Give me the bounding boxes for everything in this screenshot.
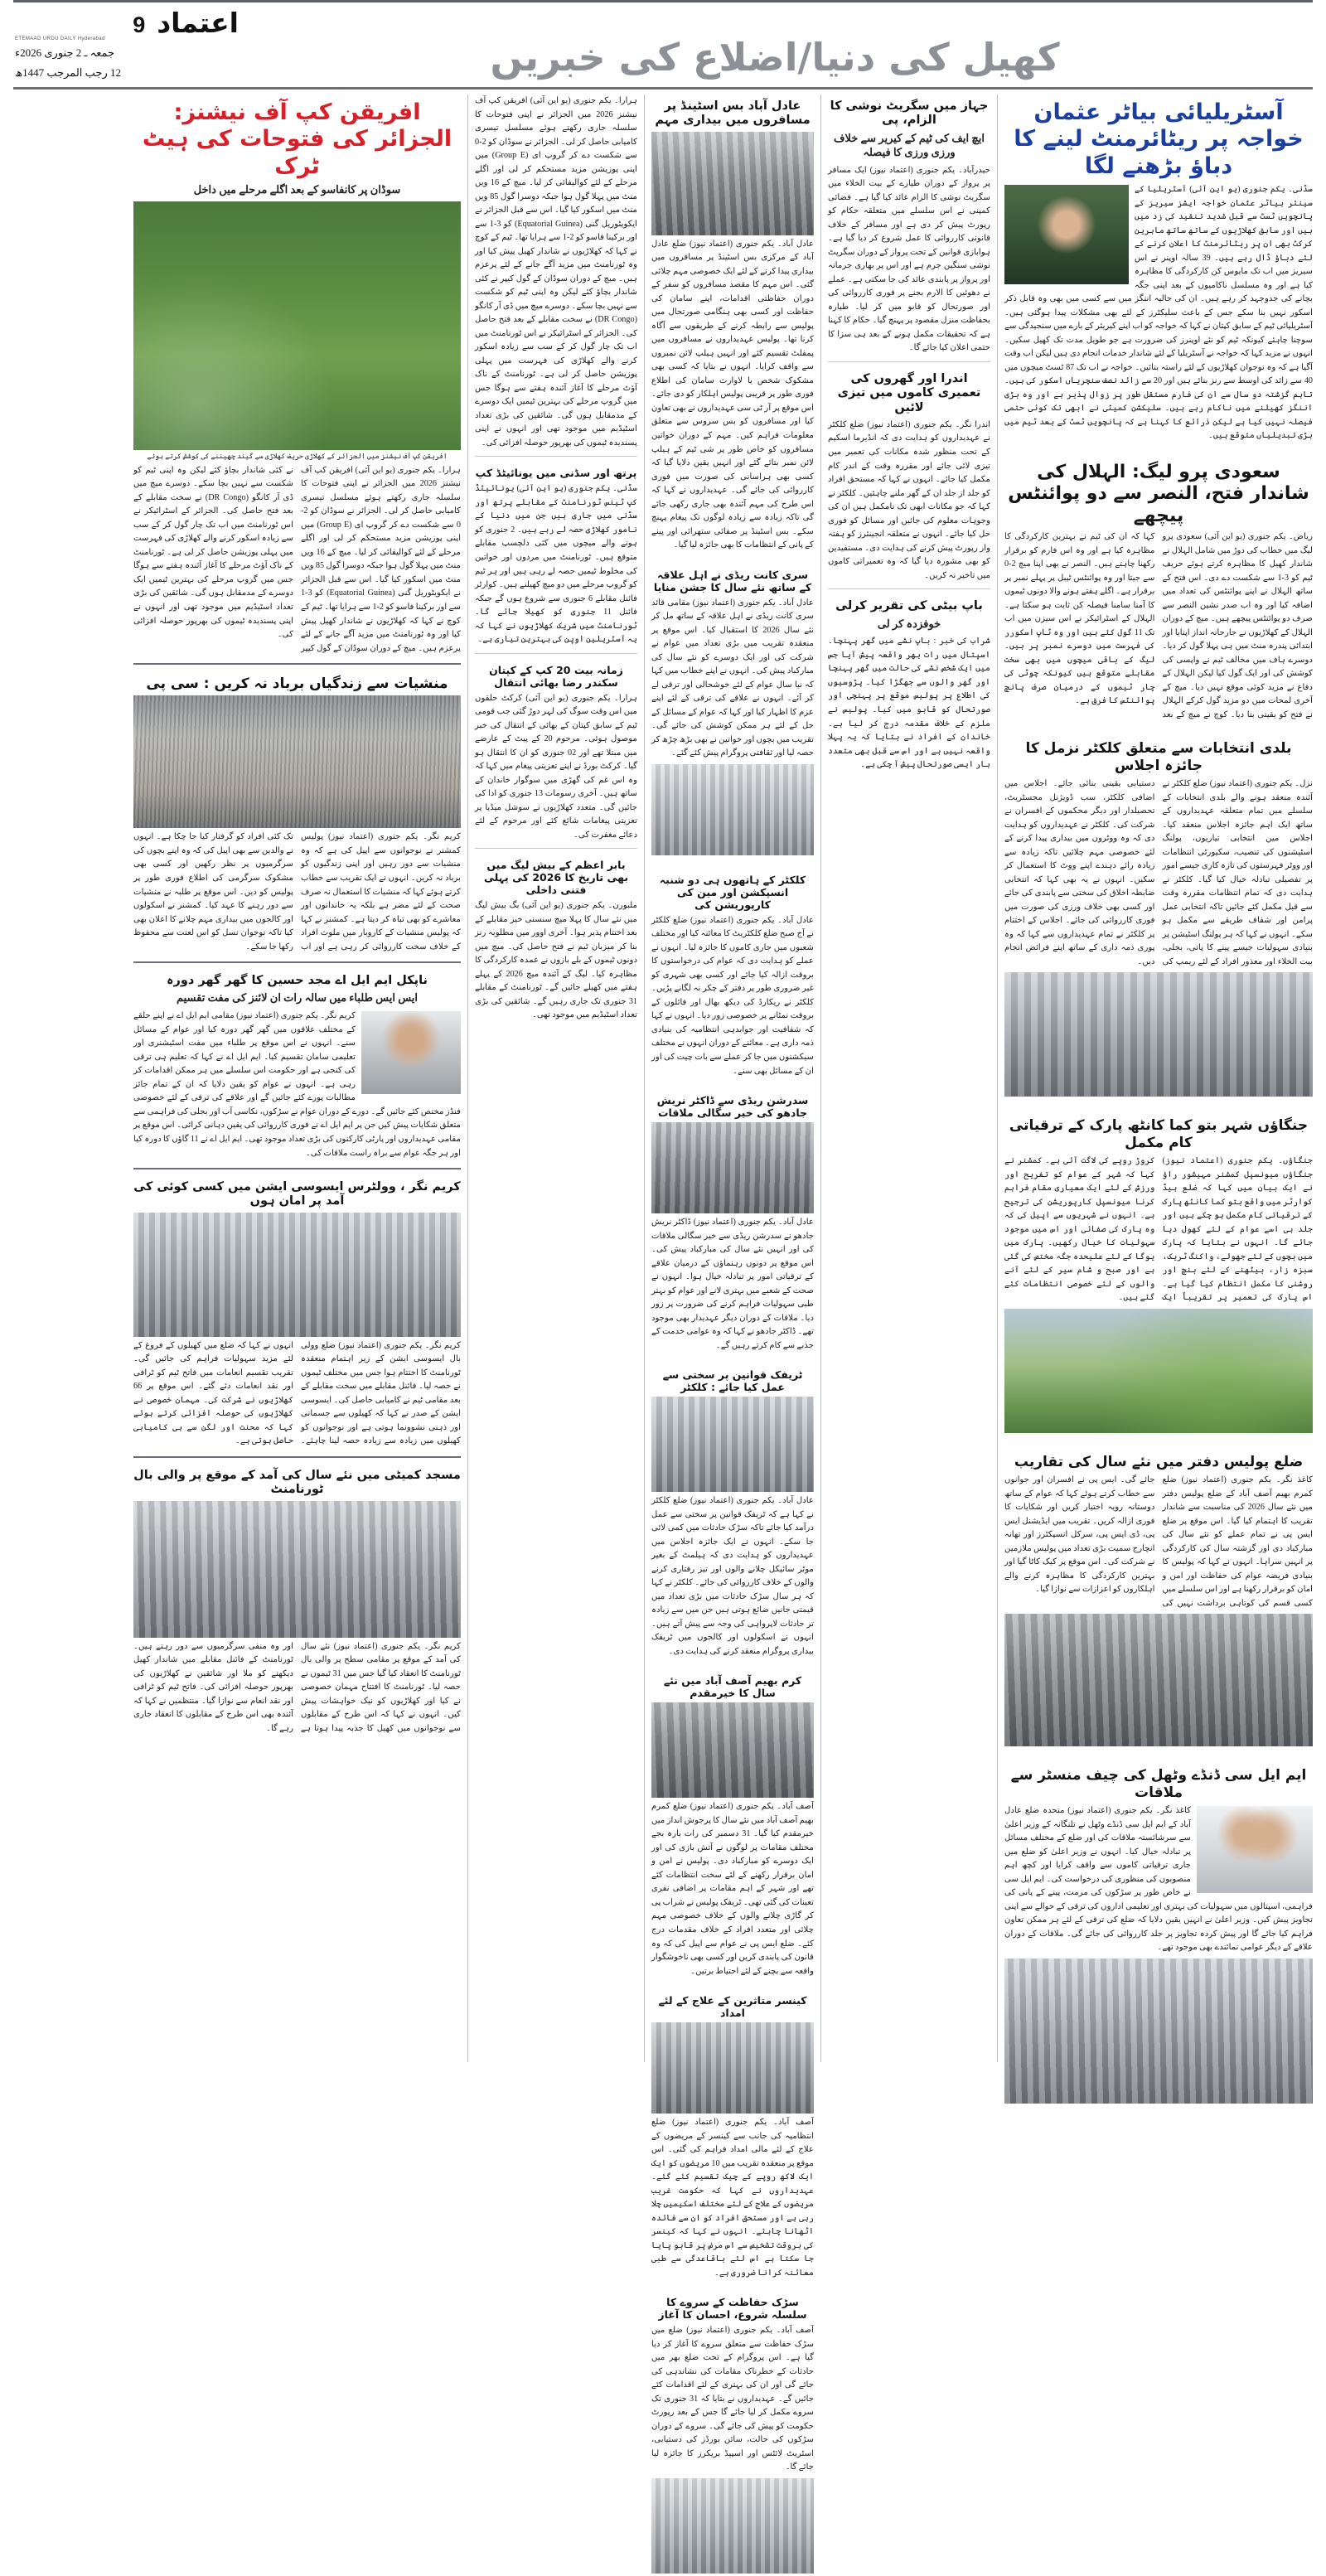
headline: باپ بیٹی کی تقریر کرلی (835, 599, 983, 613)
article-photo-municipal (1004, 972, 1313, 1097)
article-perth-sydney (475, 462, 637, 646)
article-photo-cancer (651, 2022, 814, 2114)
headline: افریقن کپ آف نیشنز: الجزائر کی فتوحات کی ہیٹ ٹرک (142, 99, 452, 179)
headline: اندرا اور گھروں کی تعمیری کاموں میں تیزی لائیں (837, 371, 981, 414)
article-afcon-continued (475, 94, 637, 450)
headline: سڑک حفاظت کے سروے کا سلسلہ شروع، احسان کا آغاز (658, 2296, 807, 2322)
article-body: کریم نگر۔ یکم جنوری (اعتماد نیوز) نئے سال کی آمد کے موقع پر مقامی سطح پر والی بال ٹورنامنٹ کا انعقاد کیا گیا جس میں 31 ٹیموں نے حصہ لیا۔ ٹورنامنٹ کا افتتاح مہمان خصوصی نے کیا اور کھلاڑیوں کو نیک خواہشات پیش کیں۔ انہوں نے کہا کہ اس طرح کے مقابلوں سے نوجوانوں میں کھیل کا جذبہ پیدا ہوتا ہے اور وہ منفی سرگرمیوں سے دور رہتے ہیں۔ ٹورنامنٹ کے فائنل مقابلے میں شاندار کھیل دیکھنے کو ملا اور شائقین نے کھلاڑیوں کی بھرپور حوصلہ افزائی کی۔ فاتح ٹیم کو ٹرافی اور نقد انعام سے نوازا گیا۔ منتظمین نے کہا کہ آئندہ بھی اس طرح کے مقابلوں کا انعقاد جاری رہے گا۔ (133, 1641, 461, 1733)
article-body: ہرارا۔ یکم جنوری (یو این آئی) افریقن کپ آف نیشنز 2026 میں الجزائر نے اپنی فتوحات کا سلسلہ جاری رکھتے ہوئے مسلسل تیسری کامیابی حاصل کر لی۔ الجزائر نے سوڈان کو 2-0 سے شکست دے کر گروپ ای (Group E) میں اپنی پوزیشن مزید مستحکم کر لی اور اگلے مرحلے کے لئے کوالیفائی کر لیا۔ میچ کے 16 ویں منٹ میں پہلا گول ہوا جبکہ دوسرا گول 85 ویں منٹ میں اسکور کیا گیا۔ اس سے قبل الجزائر نے ایکویٹوریل گنی (Equatorial Guinea) کو 3-1 سے اور برکینا فاسو کو 2-1 سے ہرایا تھا۔ ٹیم کے کوچ نے کہا کہ کھلاڑیوں نے شاندار کھیل پیش کیا اور وہ ٹورنامنٹ میں مزید آگے جانے کے لئے پرعزم ہیں۔ میچ کے دوران سوڈان کے گول کیپر نے کئی شاندار بچاؤ کئے لیکن وہ اپنی ٹیم کو شکست سے نہیں بچا سکے۔ دوسرے میچ میں ڈی آر کانگو (DR Congo) نے سخت مقابلے کے بعد فتح حاصل کی۔ الجزائر کے اسٹرائیکر نے اس ٹورنامنٹ میں اب تک چار گول کر کے سب سے زیادہ اسکور کرنے والے کھلاڑی کی فہرست میں پہلی پوزیشن حاصل کر لی ہے۔ ٹورنامنٹ کے ناک آؤٹ مرحلے کا آغاز آئندہ ہفتے سے ہوگا جس میں گروپ مرحلے کی بہترین ٹیمیں ایک دوسرے کے مدمقابل ہوں گی۔ شائقین کی بڑی تعداد اسٹیڈیم میں موجود تھی اور انہوں نے اپنی پسندیدہ ٹیموں کی بھرپور حوصلہ افزائی کی۔ (133, 465, 462, 653)
photo-caption: افریقن کپ آف نیشنز میں الجزائر کے کھلاڑی حریف کھلاڑی سے گیند چھیننے کی کوشش کرتے ہوئے (147, 453, 448, 461)
article-municipal-review (1004, 735, 1313, 1099)
article-photo-mlc-group (1004, 1959, 1313, 2104)
article-police-newyear (1004, 1449, 1313, 1750)
publication-name: اعتماد (157, 7, 239, 39)
article-photo-khawaja (1004, 185, 1129, 284)
article-afcon (133, 94, 461, 656)
headline: ناپکل ایم ایل اے مجد حسین کا گھر گھر دورہ (167, 974, 428, 988)
headline: کینسر متاثرین کے علاج کے لئے امداد (658, 1994, 807, 2020)
column-divider (644, 94, 645, 2062)
article-body: کاغذ نگر۔ یکم جنوری (اعتماد نیوز) ضلع کمرم بھیم آصف آباد کے ضلع پولیس دفتر میں نئے سال 2026 کی مناسبت سے شاندار تقریب کا اہتمام کیا گیا۔ اس موقع پر ضلع ایس پی نے تمام عملے کو نئے سال کی مبارکباد دی اور گزشتہ سال کی کارکردگی پر انہیں سراہا۔ انہوں نے کہا کہ پولیس کا بنیادی فریضہ عوام کی حفاظت اور امن و امان کو برقرار رکھنا ہے اور اس سلسلے میں کسی قسم کی کوتاہی برداشت نہیں کی جائے گی۔ ایس پی نے افسران اور جوانوں سے خطاب کرتے ہوئے کہا کہ عوام کے ساتھ دوستانہ رویہ اختیار کریں اور شکایات کا فوری ازالہ کریں۔ تقریب میں ایڈیشنل ایس پی، ڈی ایس پی، سرکل انسپکٹرز اور تھانہ انچارج سمیت بڑی تعداد میں پولیس ملازمین نے شرکت کی۔ اس موقع پر کیک کاٹا گیا اور بہترین کارکردگی کا مظاہرہ کرنے والے اہلکاروں کو اعزازات سے نوازا گیا۔ (1004, 1475, 1313, 1608)
article-volleyball (133, 1175, 461, 1449)
headline: سدرشن ریڈی سے ڈاکٹر نریش جادھو کی خیر سگالی ملاقات (656, 1094, 809, 1120)
headline: جہاز میں سگریٹ نوشی کا الزام، پی (830, 99, 989, 128)
article-photo-park (1004, 1309, 1313, 1433)
headline: پرتھ اور سڈنی میں یونائیٹڈ کپ (475, 467, 637, 480)
headline: سری کانت ریڈی نے اہل علاقہ کے ساتھ نئے سال کا جشن منایا (653, 568, 812, 593)
date-hijri: 12 رجب المرجب 1447ھ (15, 65, 121, 79)
article-traffic-rules (651, 1363, 814, 1658)
column-divider (467, 94, 468, 2062)
publication-subtitle: ETEMAAD URDU DAILY Hyderabad (15, 36, 105, 41)
article-cancer-patients (651, 1989, 814, 2280)
article-karam-asif (651, 1669, 814, 1978)
subheadline: ایس ایس طلباء میں سالہ رات ان لائنز کی مفت تقسیم (176, 991, 419, 1005)
article-body: سڈنی۔ یکم جنوری (یو این آئی) آسٹریلیا کے سینئر بیاٹر عثمان خواجہ ایشز سیریز کے پانچویں ٹسٹ سے قبل شدید تنقید کی زد میں ہیں اور سابق کھلاڑیوں کے ساتھ ساتھ ماہرین کرکٹ بھی ان پر ریٹائرمنٹ کا اعلان کرنے کے لئے دباؤ ڈال رہے ہیں۔ 39 سالہ اوپنر نے اس سیریز میں اب تک مایوس کن کارکردگی کا مظاہرہ کیا ہے اور وہ مسلسل ناکامیوں کے بعد اپنی جگہ بچانے کی جدوجہد کر رہے ہیں۔ ان کی حالیہ اننگز میں سے کسی میں بھی وہ قابل ذکر اسکور نہیں بنا سکے جس کے باعث سلیکٹرز کے لئے بھی مشکلات پیدا ہوگئی ہیں۔ آسٹریلیائی ٹیم کے سابق کپتان نے کہا کہ خواجہ کو اب اپنے کیریئر کے بارے میں سنجیدگی سے سوچنا چاہئے کیونکہ ٹیم کو نئے اوپنرز کی ضرورت ہے جو طویل مدت تک کھیل سکیں۔ انہوں نے مزید کہا کہ خواجہ نے آسٹریلیا کے لئے شاندار خدمات انجام دی ہیں لیکن اب وقت آگیا ہے کہ وہ نوجوان کھلاڑیوں کے لئے راستہ بنائیں۔ خواجہ نے اب تک 87 ٹسٹ میچوں میں 40 سے زائد کی اوسط سے رنز بنائے ہیں اور 20 سے زائد نصف سنچریاں اسکور کی ہیں۔ تاہم گزشتہ دو سال سے ان کی فارم مستقل طور پر زوال پذیر ہے اور وہ بڑی اننگز کھیلنے میں ناکام رہے ہیں۔ سلیکشن کمیٹی نے ابھی تک کوئی حتمی فیصلہ نہیں کیا ہے لیکن ذرائع کا کہنا ہے کہ پانچویں ٹسٹ کے بعد ٹیم میں بڑی تبدیلیاں متوقع ہیں۔ (1004, 185, 1313, 441)
article-photo-tournament (133, 1501, 461, 1638)
divider (475, 456, 637, 457)
headline: مسجد کمیٹی میں نئے سال کی آمد کے موقع پر والی بال ٹورنامنٹ (133, 1468, 461, 1497)
headline: کرم بھیم آصف آباد میں نئے سال کا خیرمقدم (663, 1674, 802, 1700)
article-father-drunk (828, 594, 990, 772)
article-body: ہرارا۔ یکم جنوری (یو این آئی) افریقن کپ آف نیشنز 2026 میں الجزائر نے اپنی فتوحات کا سلسلہ جاری رکھتے ہوئے مسلسل تیسری کامیابی حاصل کر لی۔ الجزائر نے سوڈان کو 2-0 سے شکست دے کر گروپ ای (Group E) میں اپنی پوزیشن مزید مستحکم کر لی اور اگلے مرحلے کے لئے کوالیفائی کر لیا۔ میچ کے 16 ویں منٹ میں پہلا گول ہوا جبکہ دوسرا گول 85 ویں منٹ میں اسکور کیا گیا۔ اس سے قبل الجزائر نے ایکویٹوریل گنی (Equatorial Guinea) کو 3-1 سے اور برکینا فاسو کو 2-1 سے ہرایا تھا۔ ٹیم کے کوچ نے کہا کہ کھلاڑیوں نے شاندار کھیل پیش کیا اور وہ ٹورنامنٹ میں مزید آگے جانے کے لئے پرعزم ہیں۔ میچ کے دوران سوڈان کے گول کیپر نے کئی شاندار بچاؤ کئے لیکن وہ اپنی ٹیم کو شکست سے نہیں بچا سکے۔ دوسرے میچ میں ڈی آر کانگو (DR Congo) نے سخت مقابلے کے بعد فتح حاصل کی۔ الجزائر کے اسٹرائیکر نے اس ٹورنامنٹ میں اب تک چار گول کر کے سب سے زیادہ اسکور کرنے والے کھلاڑی کی فہرست میں پہلی پوزیشن حاصل کر لی ہے۔ ٹورنامنٹ کے ناک آؤٹ مرحلے کا آغاز آئندہ ہفتے سے ہوگا جس میں گروپ مرحلے کی بہترین ٹیمیں ایک دوسرے کے مدمقابل ہوں گی۔ شائقین کی بڑی تعداد اسٹیڈیم میں موجود تھی اور انہوں نے اپنی پسندیدہ ٹیموں کی بھرپور حوصلہ افزائی کی۔ (475, 96, 637, 448)
column-left (133, 94, 461, 2062)
article-mosque-tournament (133, 1464, 461, 1736)
article-photo-awareness (651, 132, 814, 235)
article-body: کریم نگر۔ یکم جنوری (اعتماد نیوز) مقامی ایم ایل اے نے اپنے حلقے کے مختلف علاقوں میں گھر گھر دورہ کیا اور عوام کے مسائل سنے۔ انہوں نے اس موقع پر طلباء میں مفت اسٹیشنری اور تعلیمی سامان تقسیم کیا۔ ایم ایل اے نے کہا کہ تعلیم ہی ترقی کی کنجی ہے اور حکومت اس سلسلے میں ہر ممکن اقدامات کر رہی ہے۔ انہوں نے عوام کو یقین دلایا کہ ان کے تمام جائز مطالبات پورے کئے جائیں گے اور علاقے کی ترقی کے لئے خصوصی فنڈز مختص کئے جائیں گے۔ دورے کے دوران عوام نے سڑکوں، نکاسی آب اور بجلی کی فراہمی سے متعلق شکایات پیش کیں جن پر ایم ایل اے نے فوری کارروائی کی یقین دہانی کرائی۔ اس موقع پر مقامی عہدیداروں اور پارٹی کارکنوں کی بڑی تعداد موجود تھی۔ ایم ایل اے نے 11 گاؤں کا دورہ کیا اور ہر جگہ عوام سے براہ راست ملاقات کی۔ (133, 1011, 461, 1158)
article-photo-sudarshan (651, 1122, 814, 1213)
column-middle-1 (475, 94, 637, 2062)
column-middle-2 (651, 94, 815, 2472)
divider (475, 653, 637, 654)
divider (828, 588, 990, 589)
column-middle-3 (828, 94, 990, 2062)
article-body: شراب کی خبر : باپ نشے میں گھر پہنچا۔ اسپتال میں رات بھر واقعہ پیش آیا جس میں ایک شخص نشے کی حالت میں گھر پہنچا اور گھر والوں سے جھگڑا کیا۔ پڑوسیوں کی اطلاع پر پولیس موقع پر پہنچی اور صورتحال کو قابو میں کیا۔ پولیس نے ملزم کے خلاف مقدمہ درج کر لیا ہے۔ خاندان کے افراد نے بتایا کہ یہ پہلا واقعہ نہیں ہے اور اس سے قبل بھی متعدد بار ایسی صورتحال پیش آ چکی ہے۔ (828, 637, 990, 770)
headline: ضلع پولیس دفتر میں نئے سال کی تقاریب (1014, 1453, 1304, 1470)
date-gregorian: جمعہ ـ 2 جنوری 2026ء (15, 46, 115, 59)
article-photo-police (1004, 1614, 1313, 1746)
subheadline: سوڈان پر کانفاسو کے بعد اگلے مرحلے میں داخل (193, 183, 401, 196)
headline: منشیات سے زندگیاں برباد نہ کریں : سی پی (146, 675, 448, 693)
article-survey-ready (651, 564, 814, 858)
column-right (1004, 94, 1313, 2062)
article-photo-traffic (651, 1397, 814, 1492)
headline: ٹریفک قوانین پر سختی سے عمل کیا جائے : کلکٹر (662, 1368, 803, 1394)
article-body: عادل آباد۔ یکم جنوری (اعتماد نیوز) ضلع کلکٹر نے آج صبح ضلع کلکٹریٹ کا معائنہ کیا اور مختلف شعبوں میں جاری کاموں کا جائزہ لیا۔ انہوں نے عملے کو ہدایت دی کہ عوام کی درخواستوں کا بروقت ازالہ کیا جائے اور کسی بھی شہری کو غیر ضروری طور پر دفتر کے چکر نہ لگانے پڑیں۔ کلکٹر نے ریکارڈ کی دیکھ بھال اور فائلوں کے بروقت نمٹانے پر خصوصی زور دیا۔ انہوں نے کہا کہ شفافیت اور جوابدہی انتظامیہ کی بنیادی ذمہ داری ہے۔ معائنے کے دوران انہوں نے مختلف سیکشنوں میں جا کر عملے سے بات چیت کی اور ان کے مسائل بھی سنے۔ (651, 915, 814, 1076)
article-body: آصف آباد۔ یکم جنوری (اعتماد نیوز) ضلع میں سڑک حفاظت سے متعلق سروے کا آغاز کر دیا گیا ہے۔ اس پروگرام کے تحت ضلع بھر میں حادثات کے خطرناک مقامات کی نشاندہی کی جائے گی اور ان کی بہتری کے لئے اقدامات کئے جائیں گے۔ عہدیداروں نے بتایا کہ 31 جنوری تک سروے مکمل کر لیا جائے گا جس کے بعد رپورٹ حکومت کو پیش کی جائے گی۔ سروے کے دوران سڑکوں کی حالت، سائن بورڈز کی دستیابی، اسٹریٹ لائٹس اور اسپیڈ بریکرز کا جائزہ لیا جائے گا۔ (651, 2326, 814, 2472)
article-captain-20 (475, 659, 637, 843)
article-khawaja (1004, 94, 1313, 443)
divider (475, 848, 637, 849)
article-cigarette (828, 94, 990, 356)
subheadline: ایچ ایف کی ٹیم کے کیریر سے خلاف ورزی ورزی کا فیصلہ (834, 131, 985, 158)
article-body: حیدرآباد۔ یکم جنوری (اعتماد نیوز) ایک مسافر پر پرواز کے دوران طیارے کے بیت الخلاء میں سگریٹ نوشی کا الزام عائد کیا گیا ہے۔ فضائی کمپنی نے اس سلسلے میں متعلقہ حکام کو رپورٹ پیش کر دی ہے اور مسافر کے خلاف قانونی کارروائی کا عمل شروع کر دیا گیا ہے۔ ہوابازی قوانین کے تحت پرواز کے دوران سگریٹ نوشی سنگین جرم ہے اور اس پر بھاری جرمانہ اور پرواز پر پابندی عائد کی جا سکتی ہے۔ عملے نے دھوئیں کا الارم بجنے پر فوری کارروائی کی اور صورتحال کو قابو میں کر لیا۔ طیارہ بحفاظت منزل مقصود پر پہنچ گیا۔ حکام کا کہنا ہے کہ تحقیقات مکمل ہونے کے بعد ہی سزا کا حتمی اعلان کیا جائے گا۔ (828, 165, 990, 353)
article-adilabad-awareness (651, 94, 814, 553)
article-sudarshan (651, 1089, 814, 1353)
article-photo-crowd (133, 695, 461, 828)
headline: آسٹریلیائی بیاٹر عثمان خواجہ پر ریٹائرمنٹ لینے کا دباؤ بڑھنے لگا (1014, 99, 1304, 179)
article-body: عادل آباد۔ یکم جنوری (اعتماد نیوز) ضلع کلکٹر نے کہا ہے کہ ٹریفک قوانین پر سختی سے عمل درآمد کیا جائے تاکہ سڑک حادثات میں کمی لائی جا سکے۔ انہوں نے ایک جائزہ اجلاس میں عہدیداروں کو ہدایت دی کہ ہیلمٹ کے بغیر موٹر سائیکل چلانے والوں اور تیز رفتاری کرنے والوں کے خلاف کارروائی کی جائے۔ کلکٹر نے کہا کہ ہر سال سڑک حادثات میں بڑی تعداد میں قیمتی جانیں ضائع ہوتی ہیں جن میں سے زیادہ تر حادثات لاپرواہی کی وجہ سے پیش آتے ہیں۔ انہوں نے اسکولوں اور کالجوں میں ٹریفک بیداری پروگرام منعقد کرنے کی ہدایت دی۔ (651, 1496, 814, 1656)
article-body: کاغذ نگر۔ یکم جنوری (اعتماد نیوز) متحدہ ضلع عادل آباد کے ایم ایل سی ڈنڈے وٹھل نے تلنگانہ کے وزیر اعلیٰ سے سرشائستہ ملاقات کی اور ضلع کے مختلف مسائل پر تبادلہ خیال کیا۔ انہوں نے وزیر اعلیٰ کو ضلع میں جاری ترقیاتی کاموں سے واقف کرایا اور کچھ اہم منصوبوں کی منظوری کی درخواست کی۔ ایم ایل سی نے خاص طور پر سڑکوں کی مرمت، پینے کے پانی کی فراہمی، اسپتالوں میں سہولیات کی بہتری اور تعلیمی اداروں کی ترقی کے حوالے سے اپنی تجاویز پیش کیں۔ وزیر اعلیٰ نے انہیں یقین دلایا کہ ضلع کی ترقی کے لئے ہر ممکن تعاون فراہم کیا جائے گا اور پیش کردہ تجاویز پر جلد کارروائی کی جائے گی۔ ملاقات کے دوران علاقے کے دیگر عوامی نمائندے بھی موجود تھے۔ (1004, 1806, 1313, 1953)
article-body: کریم نگر۔ یکم جنوری (اعتماد نیوز) پولیس کمشنر نے نوجوانوں سے اپیل کی ہے کہ وہ منشیات سے دور رہیں اور اپنی زندگیوں کو برباد نہ کریں۔ انہوں نے ایک تقریب سے خطاب کرتے ہوئے کہا کہ منشیات کا استعمال نہ صرف صحت کے لئے مضر ہے بلکہ یہ خاندانوں اور معاشرے کو بھی تباہ کر دیتا ہے۔ کمشنر نے کہا کہ پولیس منشیات کے کاروبار میں ملوث افراد کے خلاف سخت کارروائی کر رہی ہے اور اب تک کئی افراد کو گرفتار کیا جا چکا ہے۔ انہوں نے والدین سے بھی اپیل کی کہ وہ اپنے بچوں کی سرگرمیوں پر نظر رکھیں اور کسی بھی مشکوک سرگرمی کی اطلاع فوری طور پر پولیس کو دیں۔ اس موقع پر طلبہ نے منشیات سے دور رہنے کا عہد کیا۔ کمشنر نے اسکولوں اور کالجوں میں بیداری مہم چلانے کا اعلان بھی کیا تاکہ نوجوان نسل کو اس لعنت سے محفوظ رکھا جا سکے۔ (133, 832, 461, 951)
article-road-safety (651, 2291, 814, 2576)
article-body: ہرارا۔ یکم جنوری (یو این آئی) کرکٹ حلقوں میں اس وقت سوگ کی لہر دوڑ گئی جب قومی ٹیم کے سابق کپتان کے بھائی کے انتقال کی خبر موصول ہوئی۔ مرحوم 20 کے پیٹ کے عارضے میں مبتلا تھے اور 02 جنوری کو ان کا انتقال ہو گیا۔ کرکٹ بورڈ نے اپنے تعزیتی پیغام میں کہا کہ وہ اس غم کی گھڑی میں سوگوار خاندان کے ساتھ ہیں۔ آخری رسومات 13 جنوری کو ادا کی جائیں گی۔ متعدد کھلاڑیوں نے سوشل میڈیا پر تعزیتی پیغامات شائع کئے اور مرحوم کے لئے دعائے مغفرت کی۔ (475, 693, 638, 840)
subheadline: خوفزدہ کر لی (877, 617, 941, 630)
column-divider (820, 94, 821, 2062)
divider (828, 361, 990, 362)
article-saudi-league (1004, 457, 1313, 722)
divider (133, 961, 461, 963)
section-banner (239, 34, 1311, 82)
headline: بابر اعظم کے بیش لیگ میں بھی تاریخ کا 2026 کی پہلی فتنی داخلی (483, 859, 629, 897)
article-photo-mla (361, 1011, 461, 1094)
article-body: ریاض۔ یکم جنوری (یو این آئی) سعودی پرو لیگ میں خطاب کی دوڑ میں شامل الہلال نے شاندار کھیل کا مظاہرہ کرتے ہوئے حریف ٹیم کو 3-1 سے شکست دے دی۔ اس فتح کے ساتھ الہلال نے اپنے پوائنٹس کی تعداد میں اضافہ کیا اور وہ اب صدر نشین النصر سے صرف دو پوائنٹس پیچھے ہیں۔ میچ کے دوران الہلال کے کھلاڑیوں نے جارحانہ انداز اپنایا اور ابتدائی پندرہ منٹ میں ہی پہلا گول کر دیا۔ دوسرے ہاف میں مخالف ٹیم نے واپسی کی کوشش کی اور ایک گول کیا لیکن الہلال کے دفاع نے مزید کوئی موقع نہیں دیا۔ میچ کے آخری لمحات میں دو مزید گول کرکے الہلال نے فتح کو یقینی بنا دیا۔ کوچ نے میچ کے بعد کہا کہ ان کی ٹیم نے بہترین کارکردگی کا مظاہرہ کیا ہے اور وہ اس فارم کو برقرار رکھنا چاہتے ہیں۔ النصر نے بھی اپنا میچ 2-0 سے جیتا اور وہ پوائنٹس ٹیبل پر پہلے نمبر پر برقرار ہے۔ اگلے ہفتے ہونے والا دونوں ٹیموں کا آمنا سامنا فیصلہ کن ثابت ہو سکتا ہے۔ الہلال کے اسٹرائیکر نے اس سیزن میں اب تک 11 گول کئے ہیں اور وہ ٹاپ اسکورر کی فہرست میں دوسرے نمبر پر ہیں۔ لیگ کے باقی میچوں میں بھی سخت مقابلے متوقع ہیں کیونکہ چوٹی کی چار ٹیموں کے درمیان صرف پانچ پوائنٹس کا فرق ہے۔ (1004, 532, 1313, 719)
masthead (0, 2, 1326, 82)
article-mlc-meeting (1004, 1762, 1313, 2105)
page-grid (0, 90, 1326, 2472)
article-nalgonda-camp (133, 969, 461, 1160)
headline: زمانہ بیت 20 کپ کے کپتان سکندر رضا بھائی انتقال (489, 663, 623, 689)
headline: عادل آباد بس اسٹینڈ پر مسافروں میں بیداری مہم (655, 99, 811, 128)
article-home-construction (828, 367, 990, 583)
article-bigbash (475, 854, 637, 1023)
article-jangaon-park (1004, 1112, 1313, 1435)
article-body: کریم نگر۔ یکم جنوری (اعتماد نیوز) ضلع وولی بال ایسوسی ایشن کے زیر اہتمام منعقدہ ٹورنامنٹ کا اختتام ہوا جس میں مختلف ٹیموں نے حصہ لیا۔ فائنل مقابلے میں سخت مقابلے کے بعد مقامی ٹیم نے کامیابی حاصل کی۔ ایسوسی ایشن کے صدر نے کہا کہ کھیلوں سے جسمانی اور ذہنی نشوونما ہوتی ہے اور نوجوانوں کو کھیلوں میں زیادہ سے زیادہ حصہ لینا چاہئے۔ انہوں نے کہا کہ ضلع میں کھیلوں کے فروغ کے لئے مزید سہولیات فراہم کی جائیں گی۔ تقریب تقسیم انعامات میں فاتح ٹیم کو ٹرافی اور نقد انعامات دئے گئے۔ اس موقع پر 66 کھلاڑیوں نے شرکت کی۔ مہمان خصوصی نے کھلاڑیوں کی حوصلہ افزائی کرتے ہوئے کہا کہ محنت اور لگن سے ہی کامیابی حاصل ہوتی ہے۔ (133, 1340, 461, 1446)
headline: کلکٹر کے ہاتھوں ہی دو شنبہ انسپکشن اور مین کی کارپوریشن کی (659, 873, 806, 911)
divider (133, 1168, 461, 1169)
headline: ایم ایل سی ڈنڈے وٹھل کی چیف منسٹر سے ملاقات (1010, 1767, 1307, 1801)
article-photo-cm (1197, 1806, 1313, 1893)
banner-title: کھیل کی دنیا/اضلاع کی خبریں (490, 34, 1060, 80)
article-photo-roadsafety (651, 2478, 814, 2574)
headline: جنگاؤں شہر بتو کما کانٹھ پارک کے ترقیاتی کام مکمل (1009, 1117, 1309, 1151)
article-body: جنگاؤں۔ یکم جنوری (اعتماد نیوز) جنگاؤں میونسپل کمشنر مہیشور راؤ نے ایک بیان میں کہا کہ ضلع ہیڈ کوارٹر میں واقع بتو کما کانٹھ پارک کے ترقیاتی کام مکمل ہو چکے ہیں اور جلد ہی اسے عوام کے لئے کھول دیا جائے گا۔ انہوں نے بتایا کہ پارک میں بچوں کے لئے جھولے، واکنگ ٹریک، سبزہ زار، بیٹھنے کے لئے بنچ اور روشنی کا مکمل انتظام کیا گیا ہے۔ اس پارک کی تعمیر پر تقریباً ایک کروڑ روپے کی لاگت آئی ہے۔ کمشنر نے کہا کہ شہر کے عوام کو تفریح اور ورزش کے لئے ایک معیاری مقام فراہم کرنا میونسپل کارپوریشن کی ترجیح ہے۔ انہوں نے شہریوں سے اپیل کی کہ وہ پارک کی صفائی اور اس میں موجود سہولیات کا خیال رکھیں۔ پارک میں یوگا کے لئے علیحدہ جگہ مختص کی گئی ہے اور صبح و شام سیر کے لئے آنے والوں کے لئے خصوصی انتظامات کئے گئے ہیں۔ (1004, 1156, 1313, 1303)
article-body: نزل۔ یکم جنوری (اعتماد نیوز) ضلع کلکٹر نے آئندہ منعقد ہونے والے بلدی انتخابات کے سلسلے میں تمام متعلقہ عہدیداروں کے ساتھ ایک اہم جائزہ اجلاس منعقد کیا۔ اجلاس میں انتخابی تیاریوں، پولنگ اسٹیشنوں کی تنصیب، سکیورٹی انتظامات اور ووٹر فہرستوں کی تازہ کاری جیسے امور پر تفصیلی تبادلہ خیال کیا گیا۔ کلکٹر نے ہدایت دی کہ تمام انتظامات مقررہ وقت سے قبل مکمل کئے جائیں تاکہ انتخابی عمل پرامن اور شفاف طریقے سے مکمل ہو سکے۔ انہوں نے کہا کہ ہر پولنگ اسٹیشن پر بنیادی سہولیات جیسے پینے کا پانی، بجلی، بیت الخلاء اور معذور افراد کے لئے ریمپ کی دستیابی یقینی بنائی جائے۔ اجلاس میں اضافی کلکٹر، سب ڈویژنل مجسٹریٹ، تحصیلدار اور دیگر محکموں کے افسران نے شرکت کی۔ کلکٹر نے عہدیداروں کو ہدایت دی کہ وہ ووٹروں میں بیداری پیدا کرنے کے لئے خصوصی مہم چلائیں تاکہ زیادہ سے زیادہ رائے دہندے اپنے ووٹ کا استعمال کر سکیں۔ انہوں نے یہ بھی کہا کہ انتخابی ضابطہ اخلاق کی سختی سے پابندی کی جائے اور کسی بھی خلاف ورزی کی صورت میں فوری کارروائی کی جائے۔ اجلاس کے اختتام پر کلکٹر نے تمام عہدیداروں سے کہا کہ وہ پوری ذمہ داری کے ساتھ اپنے فرائض انجام دیں۔ (1004, 779, 1313, 966)
divider (133, 1456, 461, 1458)
article-photo-volleyball (133, 1213, 461, 1337)
article-body: اندرا نگر۔ یکم جنوری (اعتماد نیوز) ضلع کلکٹر نے عہدیداروں کو ہدایت دی کہ انڈیرما اسکیم کے تحت منظور شدہ مکانات کی تعمیر میں تیزی لائی جائے اور مقررہ وقت کے اندر کام مکمل کیا جائے۔ انہوں نے کہا کہ مستحق افراد کو جلد از جلد ان کے گھر ملنے چاہئیں۔ کلکٹر نے کہا کہ جو مکانات ابھی تک نامکمل ہیں ان کی وجوہات معلوم کی جائیں اور مسائل کو فوری حل کیا جائے۔ انہوں نے متعلقہ انجینئرز کو ہفتہ وار رپورٹ پیش کرنے کی ہدایت دی۔ مستفیدین کو بھی مشورہ دیا گیا کہ وہ تعمیراتی کاموں میں تاخیر نہ کریں۔ (828, 419, 990, 580)
article-body: سڈنی۔ یکم جنوری (یو این آئی) یونائیٹڈ کپ ٹینس ٹورنامنٹ کے مقابلے پرتھ اور سڈنی میں جاری ہیں جن میں دنیا کے نامور کھلاڑی حصہ لے رہے ہیں۔ 2 جنوری کو ہونے والے میچوں میں کئی دلچسپ مقابلے متوقع ہیں۔ ٹورنامنٹ میں مردوں اور خواتین کی مخلوط ٹیمیں حصہ لے رہی ہیں اور ہر ٹیم کو گروپ مرحلے میں دو میچ کھیلنے ہیں۔ کوارٹر فائنل مقابلے 6 جنوری سے شروع ہوں گے جبکہ فائنل 11 جنوری کو کھیلا جائے گا۔ ٹورنامنٹ میں شریک کھلاڑیوں نے کہا کہ یہ آسٹریلین اوپن کی بہترین تیاری ہے۔ (475, 484, 637, 645)
divider (133, 663, 461, 665)
article-body: آصف آباد۔ یکم جنوری (اعتماد نیوز) ضلع کمرم بھیم آصف آباد میں نئے سال کا پرجوش انداز میں خیرمقدم کیا گیا۔ 31 دسمبر کی رات بارہ بجے مختلف مقامات پر لوگوں نے آتش بازی کی اور ایک دوسرے کو مبارکباد دی۔ پولیس نے امن و امان برقرار رکھنے کے لئے سخت انتظامات کئے تھے اور شہر کے اہم مقامات پر اضافی نفری تعینات کی گئی تھی۔ ٹریفک پولیس نے شراب پی کر گاڑی چلانے والوں کے خلاف خصوصی مہم چلائی اور متعدد افراد کے خلاف مقدمات درج کئے۔ ضلع ایس پی نے عوام سے اپیل کی کہ وہ قانون کی پابندی کریں اور کسی بھی ناخوشگوار واقعہ سے بچنے کے لئے احتیاط برتیں۔ (651, 1802, 814, 1976)
headline: کریم نگر ، وولٹرس ایسوسی ایشن میں کسی کوئی کی آمد پر امان ہوں (133, 1180, 461, 1208)
article-drugs-cp (133, 671, 461, 954)
page-number: 9 (133, 12, 146, 37)
article-body: آصف آباد۔ یکم جنوری (اعتماد نیوز) ضلع انتظامیہ کی جانب سے کینسر کے مریضوں کے علاج کے لئے مالی امداد فراہم کی گئی۔ اس موقع پر منعقدہ تقریب میں 10 مریضوں کو ایک ایک لاکھ روپے کے چیک تقسیم کئے گئے۔ عہدیداروں نے کہا کہ حکومت غریب مریضوں کے علاج کے لئے مختلف اسکیمیں چلا رہی ہے اور مستحق افراد کو ان سے فائدہ اٹھانا چاہئے۔ انہوں نے کہا کہ کینسر کی بروقت تشخیص سے اس مرض پر قابو پایا جا سکتا ہے اس لئے باقاعدگی سے طبی معائنہ کرانا ضروری ہے۔ (651, 2118, 814, 2278)
article-photo-karam (651, 1702, 814, 1798)
headline: سعودی پرو لیگ: الہلال کی شاندار فتح، النصر سے دو پوائنٹس پیچھے (1008, 461, 1309, 526)
column-divider (997, 94, 998, 2062)
headline: بلدی انتخابات سے متعلق کلکٹر نزمل کا جائزہ اجلاس (1025, 740, 1292, 774)
article-body: عادل آباد۔ یکم جنوری (اعتماد نیوز) مقامی قائد سری کانت ریڈی نے اہل علاقہ کے ساتھ مل کر نئے سال 2026 کا استقبال کیا۔ اس موقع پر منعقدہ تقریب میں بڑی تعداد میں عوام نے شرکت کی اور ایک دوسرے کو نئے سال کی مبارکباد پیش کی۔ انہوں نے اپنے خطاب میں کہا کہ نیا سال عوام کے لئے خوشحالی اور ترقی لے کر آئے۔ انہوں نے علاقے کی ترقی کے لئے اپنے عزم کا اظہار کیا اور کہا کہ عوام کے مسائل کے حل کے لئے ہر ممکن کوشش کی جائے گی۔ تقریب میں بچوں اور خواتین نے بھی بڑھ چڑھ کر حصہ لیا اور ثقافتی پروگرام پیش کئے گئے۔ (651, 598, 815, 758)
nameplate-block (15, 7, 239, 82)
article-body: ملبورن۔ یکم جنوری (یو این آئی) بگ بیش لیگ میں نئے سال کا پہلا میچ سنسنی خیز مقابلے کے بعد اختتام پذیر ہوا۔ آخری اوور میں مطلوبہ رنز بنا کر میزبان ٹیم نے فتح حاصل کی۔ میچ میں دونوں ٹیموں کے بلے بازوں نے عمدہ کارکردگی کا مظاہرہ کیا۔ لیگ کے آئندہ میچ 2026 کے پہلے ہفتے میں کھیلے جائیں گے۔ ٹورنامنٹ کے مقابلے 31 جنوری تک جاری رہیں گے۔ شائقین کی بڑی تعداد اسٹیڈیم میں موجود تھی۔ (475, 901, 637, 1020)
article-body: عادل آباد۔ یکم جنوری (اعتماد نیوز) ضلع عادل آباد کے مرکزی بس اسٹینڈ پر مسافروں میں بیداری پیدا کرنے کے لئے ایک خصوصی مہم چلائی گئی۔ اس مہم کا مقصد مسافروں کو سفر کے دوران حفاظتی اقدامات، اپنے سامان کی حفاظت اور کسی بھی ہنگامی صورتحال میں پولیس سے رابطہ کرنے کے طریقوں سے آگاہ کرنا تھا۔ پولیس عہدیداروں نے مسافروں میں پمفلٹ تقسیم کئے اور انہیں ہیلپ لائن نمبروں سے واقف کرایا۔ انہوں نے بتایا کہ کسی بھی مشکوک شخص یا لاوارث سامان کی اطلاع فوری طور پر قریبی پولیس اہلکار کو دی جائے۔ اس موقع پر آر ٹی سی عہدیداروں نے بھی تعاون کیا اور مسافروں کو بس سروس سے متعلق معلومات فراہم کیں۔ مہم کے دوران خواتین مسافروں کو خاص طور پر شی ٹیم کے ہیلپ لائن نمبر بتائے گئے اور انہیں یقین دلایا گیا کہ کسی بھی ہراسانی کی صورت میں فوری کارروائی کی جائے گی۔ عہدیداروں نے کہا کہ اس طرح کی مہم آئندہ بھی جاری رکھی جائے گی تاکہ زیادہ سے زیادہ لوگوں تک پیغام پہنچ سکے۔ بس اسٹینڈ پر صفائی ستھرائی اور پینے کے پانی کے انتظامات کا بھی جائزہ لیا گیا۔ (651, 239, 814, 550)
article-collector-flowers (651, 869, 814, 1078)
article-photo-survey (651, 764, 814, 855)
article-body: عادل آباد۔ یکم جنوری (اعتماد نیوز) ڈاکٹر نریش جادھو نے سدرشن ریڈی سے خیر سگالی ملاقات کی اور انہیں نئے سال کی مبارکباد پیش کی۔ اس موقع پر دونوں رہنماؤں کے درمیان علاقے کے ترقیاتی امور پر تبادلہ خیال ہوا۔ انہوں نے صحت کے شعبے میں بہتری لانے اور عوام کو بہتر طبی سہولیات فراہم کرنے کی ضرورت پر زور دیا۔ ملاقات کے دوران دیگر عہدیدار بھی موجود تھے۔ ڈاکٹر جادھو نے کہا کہ وہ عوامی خدمت کے جذبے سے کام کرتے رہیں گے۔ (651, 1218, 814, 1350)
article-photo-afcon (133, 201, 461, 462)
